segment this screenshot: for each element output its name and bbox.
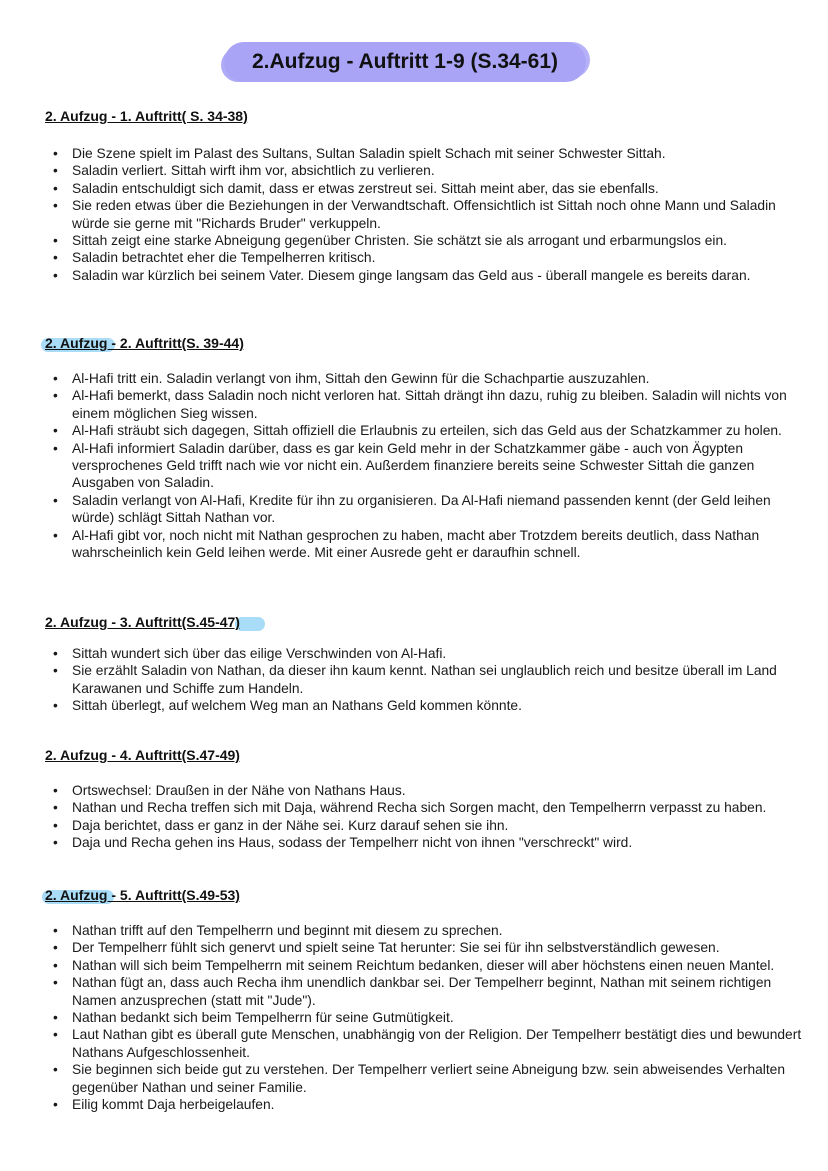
bullet-list bbox=[45, 145, 805, 284]
list-item: • Nathan fügt an, dass auch Recha ihm unendlich dankbar sei. Der Tempelherr beginnt, Nathan mit seinem richtigen Namen anzusprechen (statt mit "Jude"). bbox=[45, 974, 805, 1009]
section-auftritt-3 bbox=[45, 613, 805, 714]
list-item: • Al-Hafi tritt ein. Saladin verlangt von ihm, Sittah den Gewinn für die Schachpartie auszuzahlen. bbox=[45, 370, 805, 387]
list-item: • Al-Hafi sträubt sich dagegen, Sittah offiziell die Erlaubnis zu erteilen, sich das Geld aus der Schatzkammer zu holen. bbox=[45, 422, 805, 439]
list-item: • Sittah zeigt eine starke Abneigung gegenüber Christen. Sie schätzt sie als arrogant und erbarmungslos ein. bbox=[45, 232, 805, 249]
section-heading: 2. Aufzug - 1. Auftritt( S. 34-38) bbox=[45, 108, 248, 124]
list-item: • Daja und Recha gehen ins Haus, sodass der Tempelherr nicht von ihnen "verschreckt" wird. bbox=[45, 834, 805, 851]
list-item: • Saladin war kürzlich bei seinem Vater. Diesem ginge langsam das Geld aus - überall mangele es bereits daran. bbox=[45, 267, 805, 284]
list-item: • Nathan will sich beim Tempelherrn mit seinem Reichtum bedanken, dieser will aber höchstens einen neuen Mantel. bbox=[45, 957, 805, 974]
section-heading: 2. Aufzug - 2. Auftritt(S. 39-44) bbox=[45, 334, 246, 352]
page-title: 2.Aufzug - Auftritt 1-9 (S.34-61) bbox=[251, 50, 559, 73]
list-item: • Saladin entschuldigt sich damit, dass er etwas zerstreut sei. Sittah meint aber, das sie ebenfalls. bbox=[45, 180, 805, 197]
list-item: • Saladin verliert. Sittah wirft ihm vor, absichtlich zu verlieren. bbox=[45, 162, 805, 179]
section-heading: 2. Aufzug - 4. Auftritt(S.47-49) bbox=[45, 747, 240, 763]
section-auftritt-2 bbox=[45, 334, 805, 561]
list-item: • Sittah überlegt, auf welchem Weg man an Nathans Geld kommen könnte. bbox=[45, 697, 805, 714]
list-item: • Sie beginnen sich beide gut zu verstehen. Der Tempelherr verliert seine Abneigung bzw. sein abweisendes Verhalten gegenüber Nathan und seiner Familie. bbox=[45, 1061, 805, 1096]
bullet-list bbox=[45, 922, 805, 1113]
list-item: • Eilig kommt Daja herbeigelaufen. bbox=[45, 1096, 805, 1113]
list-item: • Al-Hafi bemerkt, dass Saladin noch nicht verloren hat. Sittah drängt ihn dazu, ruhig zu bleiben. Saladin will nichts von einem möglichen Sieg wissen. bbox=[45, 387, 805, 422]
list-item: • Ortswechsel: Draußen in der Nähe von Nathans Haus. bbox=[45, 782, 805, 799]
list-item: • Nathan bedankt sich beim Tempelherrn für seine Gutmütigkeit. bbox=[45, 1009, 805, 1026]
list-item: • Die Szene spielt im Palast des Sultans, Sultan Saladin spielt Schach mit seiner Schwester Sittah. bbox=[45, 145, 805, 162]
list-item: • Saladin verlangt von Al-Hafi, Kredite für ihn zu organisieren. Da Al-Hafi niemand passenden kennt (der Geld leihen würde) schlägt Sittah Nathan vor. bbox=[45, 492, 805, 527]
list-item: • Der Tempelherr fühlt sich genervt und spielt seine Tat herunter: Sie sei für ihn selbstverständlich gewesen. bbox=[45, 939, 805, 956]
list-item: • Saladin betrachtet eher die Tempelherren kritisch. bbox=[45, 249, 805, 266]
list-item: • Nathan und Recha treffen sich mit Daja, während Recha sich Sorgen macht, den Tempelherrn verpasst zu haben. bbox=[45, 799, 805, 816]
section-auftritt-4 bbox=[45, 746, 805, 851]
bullet-list bbox=[45, 645, 805, 715]
list-item: • Daja berichtet, dass er ganz in der Nähe sei. Kurz darauf sehen sie ihn. bbox=[45, 817, 805, 834]
section-heading: 2. Aufzug - 3. Auftritt(S.45-47) bbox=[45, 613, 242, 631]
bullet-list bbox=[45, 370, 805, 561]
list-item: • Sittah wundert sich über das eilige Verschwinden von Al-Hafi. bbox=[45, 645, 805, 662]
bullet-list bbox=[45, 782, 805, 852]
section-auftritt-5 bbox=[45, 886, 805, 1113]
list-item: • Al-Hafi informiert Saladin darüber, dass es gar kein Geld mehr in der Schatzkammer gäbe - auch von Ägypten versprochenes Geld trifft nach wie vor nicht ein. Außerdem finanziere bereits seine Schwester Sittah die ganzen Ausgaben von Saladin. bbox=[45, 440, 805, 492]
list-item: • Sie erzählt Saladin von Nathan, da dieser ihn kaum kennt. Nathan sei unglaublich reich und besitze überall im Land Karawanen und Schiffe zum Handeln. bbox=[45, 662, 805, 697]
title-block bbox=[224, 40, 586, 84]
list-item: • Nathan trifft auf den Tempelherrn und beginnt mit diesem zu sprechen. bbox=[45, 922, 805, 939]
list-item: • Al-Hafi gibt vor, noch nicht mit Nathan gesprochen zu haben, macht aber Trotzdem bereits deutlich, dass Nathan wahrscheinlich kein Geld leihen werde. Mit einer Ausrede geht er daraufhin schnell. bbox=[45, 527, 805, 562]
list-item: • Laut Nathan gibt es überall gute Menschen, unabhängig von der Religion. Der Tempelherr bestätigt dies und bewundert Nathans Aufgeschlossenheit. bbox=[45, 1026, 805, 1061]
section-heading: 2. Aufzug - 5. Auftritt(S.49-53) bbox=[45, 886, 242, 904]
list-item: • Sie reden etwas über die Beziehungen in der Verwandtschaft. Offensichtlich ist Sittah noch ohne Mann und Saladin würde sie gerne mit "Richards Bruder" verkuppeln. bbox=[45, 197, 805, 232]
section-auftritt-1 bbox=[45, 107, 805, 283]
